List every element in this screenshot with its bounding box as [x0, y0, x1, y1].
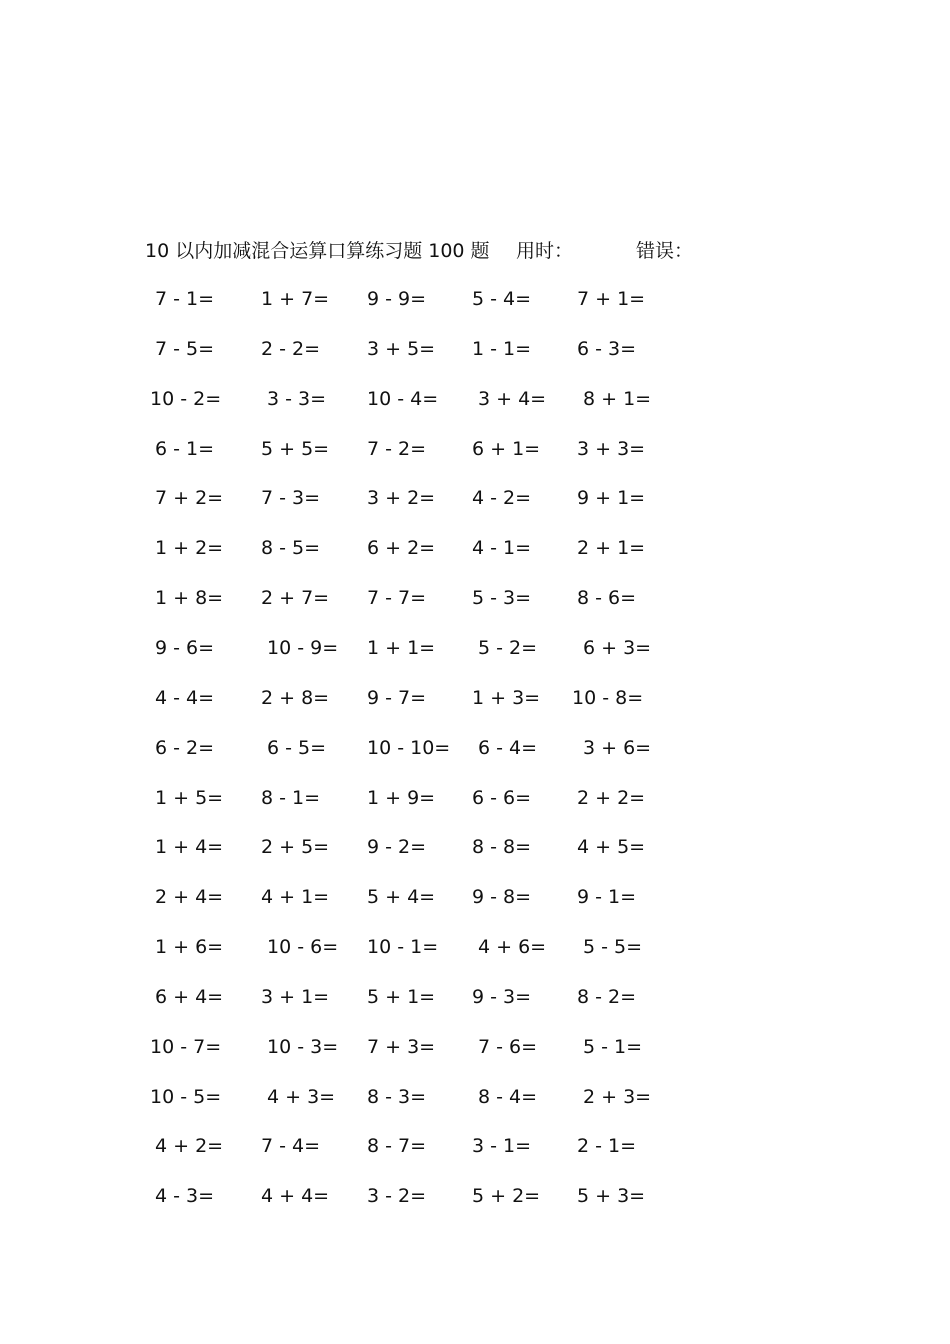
problem-r7-c3: 7 - 7=: [367, 587, 427, 609]
problem-r9-c1: 4 - 4=: [155, 687, 215, 709]
problem-r1-c4: 5 - 4=: [472, 288, 532, 310]
problem-r12-c5: 4 + 5=: [577, 836, 646, 858]
problem-r16-c4: 7 - 6=: [478, 1036, 538, 1058]
problem-r6-c5: 2 + 1=: [577, 537, 646, 559]
problem-r12-c3: 9 - 2=: [367, 836, 427, 858]
problem-r16-c3: 7 + 3=: [367, 1036, 436, 1058]
problem-r1-c1: 7 - 1=: [155, 288, 215, 310]
problem-r11-c5: 2 + 2=: [577, 787, 646, 809]
problem-r2-c1: 7 - 5=: [155, 338, 215, 360]
problem-r4-c4: 6 + 1=: [472, 438, 541, 460]
problem-r15-c5: 8 - 2=: [577, 986, 637, 1008]
problem-r13-c5: 9 - 1=: [577, 886, 637, 908]
problem-r18-c4: 3 - 1=: [472, 1135, 532, 1157]
problem-r5-c4: 4 - 2=: [472, 487, 532, 509]
problem-r11-c3: 1 + 9=: [367, 787, 436, 809]
problem-r2-c5: 6 - 3=: [577, 338, 637, 360]
problem-r3-c3: 10 - 4=: [367, 388, 439, 410]
problem-r18-c1: 4 + 2=: [155, 1135, 224, 1157]
problem-r17-c1: 10 - 5=: [150, 1086, 222, 1108]
problem-r8-c4: 5 - 2=: [478, 637, 538, 659]
problem-r7-c2: 2 + 7=: [261, 587, 330, 609]
problem-r10-c4: 6 - 4=: [478, 737, 538, 759]
problem-r1-c5: 7 + 1=: [577, 288, 646, 310]
problem-r13-c1: 2 + 4=: [155, 886, 224, 908]
problem-r4-c3: 7 - 2=: [367, 438, 427, 460]
problem-r3-c1: 10 - 2=: [150, 388, 222, 410]
problem-r15-c1: 6 + 4=: [155, 986, 224, 1008]
problem-r10-c3: 10 - 10=: [367, 737, 451, 759]
problem-r5-c1: 7 + 2=: [155, 487, 224, 509]
problem-r5-c2: 7 - 3=: [261, 487, 321, 509]
problem-r5-c3: 3 + 2=: [367, 487, 436, 509]
problem-r15-c2: 3 + 1=: [261, 986, 330, 1008]
problem-r7-c4: 5 - 3=: [472, 587, 532, 609]
problem-r3-c4: 3 + 4=: [478, 388, 547, 410]
problem-r9-c4: 1 + 3=: [472, 687, 541, 709]
problem-r9-c5: 10 - 8=: [572, 687, 644, 709]
problem-r17-c2: 4 + 3=: [267, 1086, 336, 1108]
problem-r7-c5: 8 - 6=: [577, 587, 637, 609]
problem-r5-c5: 9 + 1=: [577, 487, 646, 509]
problem-r16-c1: 10 - 7=: [150, 1036, 222, 1058]
problem-r6-c3: 6 + 2=: [367, 537, 436, 559]
problem-r17-c4: 8 - 4=: [478, 1086, 538, 1108]
problem-r11-c4: 6 - 6=: [472, 787, 532, 809]
problem-r4-c1: 6 - 1=: [155, 438, 215, 460]
problem-r15-c4: 9 - 3=: [472, 986, 532, 1008]
problem-r19-c4: 5 + 2=: [472, 1185, 541, 1207]
problem-r2-c3: 3 + 5=: [367, 338, 436, 360]
problem-r6-c2: 8 - 5=: [261, 537, 321, 559]
problem-r6-c1: 1 + 2=: [155, 537, 224, 559]
problem-r17-c5: 2 + 3=: [583, 1086, 652, 1108]
problem-r19-c1: 4 - 3=: [155, 1185, 215, 1207]
problem-r9-c2: 2 + 8=: [261, 687, 330, 709]
error-label: 错误：: [636, 240, 694, 262]
problem-r14-c1: 1 + 6=: [155, 936, 224, 958]
problem-r4-c2: 5 + 5=: [261, 438, 330, 460]
problem-r13-c3: 5 + 4=: [367, 886, 436, 908]
problem-r6-c4: 4 - 1=: [472, 537, 532, 559]
problem-r13-c2: 4 + 1=: [261, 886, 330, 908]
problem-r3-c2: 3 - 3=: [267, 388, 327, 410]
problem-r13-c4: 9 - 8=: [472, 886, 532, 908]
problem-r17-c3: 8 - 3=: [367, 1086, 427, 1108]
problem-r12-c4: 8 - 8=: [472, 836, 532, 858]
problem-r9-c3: 9 - 7=: [367, 687, 427, 709]
problem-r14-c3: 10 - 1=: [367, 936, 439, 958]
problem-r19-c5: 5 + 3=: [577, 1185, 646, 1207]
problem-r18-c2: 7 - 4=: [261, 1135, 321, 1157]
problem-r8-c3: 1 + 1=: [367, 637, 436, 659]
problem-r10-c1: 6 - 2=: [155, 737, 215, 759]
problem-r19-c3: 3 - 2=: [367, 1185, 427, 1207]
problem-r10-c2: 6 - 5=: [267, 737, 327, 759]
problem-r7-c1: 1 + 8=: [155, 587, 224, 609]
problem-r15-c3: 5 + 1=: [367, 986, 436, 1008]
problem-r3-c5: 8 + 1=: [583, 388, 652, 410]
problem-r16-c2: 10 - 3=: [267, 1036, 339, 1058]
problem-r18-c3: 8 - 7=: [367, 1135, 427, 1157]
time-label: 用时：: [516, 240, 574, 262]
problem-r4-c5: 3 + 3=: [577, 438, 646, 460]
problem-r2-c4: 1 - 1=: [472, 338, 532, 360]
problem-r2-c2: 2 - 2=: [261, 338, 321, 360]
problem-r10-c5: 3 + 6=: [583, 737, 652, 759]
problem-r19-c2: 4 + 4=: [261, 1185, 330, 1207]
problem-r11-c1: 1 + 5=: [155, 787, 224, 809]
problem-r16-c5: 5 - 1=: [583, 1036, 643, 1058]
problem-r14-c4: 4 + 6=: [478, 936, 547, 958]
problem-r1-c2: 1 + 7=: [261, 288, 330, 310]
problem-r14-c2: 10 - 6=: [267, 936, 339, 958]
problem-r18-c5: 2 - 1=: [577, 1135, 637, 1157]
problem-r8-c2: 10 - 9=: [267, 637, 339, 659]
problem-r1-c3: 9 - 9=: [367, 288, 427, 310]
problem-r11-c2: 8 - 1=: [261, 787, 321, 809]
problem-r14-c5: 5 - 5=: [583, 936, 643, 958]
problem-r8-c1: 9 - 6=: [155, 637, 215, 659]
worksheet-title: 10 以内加减混合运算口算练习题 100 题: [145, 240, 490, 262]
problem-r8-c5: 6 + 3=: [583, 637, 652, 659]
problem-r12-c1: 1 + 4=: [155, 836, 224, 858]
problem-r12-c2: 2 + 5=: [261, 836, 330, 858]
